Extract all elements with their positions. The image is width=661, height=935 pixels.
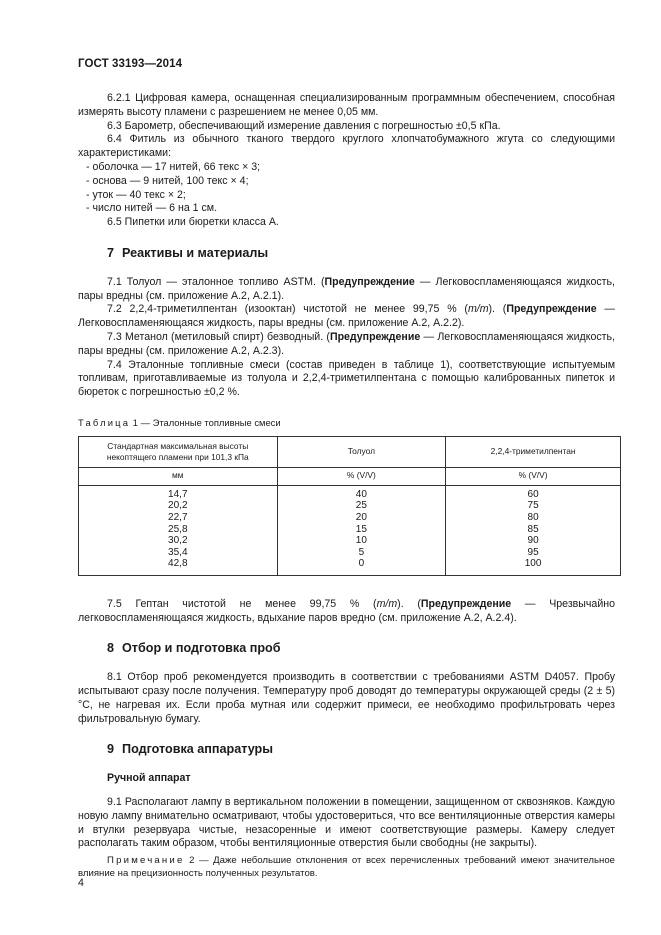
paragraph-8-1: 8.1 Отбор проб рекомендуется производить в соответствии с требованиями ASTM D4057. Пробу испытывают сразу после получения. Температуру проб доводят до температуры окружающей среды (2 ± 5) °С, не нагревая их. Если проба мутная или содержит примеси, ее необходимо профильтровать через фильтровальную бумагу. — [78, 671, 615, 725]
subsection-title: Ручной аппарат — [107, 772, 191, 785]
paragraph-6-5: 6.5 Пипетки или бюретки класса А. — [107, 216, 279, 229]
paragraph-7-4: 7.4 Эталонные топливные смеси (состав приведен в таблице 1), соответствующие испытуемым топливам, приготавливаемые из толуола и 2,2,4-триметилпентана с помощью калиброванных пипеток и бюреток с погрешностью ±0,2 %. — [78, 358, 615, 399]
paragraph-6-3: 6.3 Барометр, обеспечивающий измерение давления с погрешностью ±0,5 кПа. — [107, 119, 501, 132]
paragraph-6-2-1: 6.2.1 Цифровая камера, оснащенная специализированным программным обеспечением, способная измерять высоту пламени с разрешением не менее 0,05 мм. — [78, 92, 615, 118]
paragraph-7-3: 7.3 Метанол (метиловый спирт) безводный. (Предупреждение — Легковоспламеняющаяся жидкость, пары вредны (см. приложение А.2, А.2.3). — [78, 330, 615, 357]
list-item: - число нитей — 6 на 1 см. — [86, 202, 218, 215]
column-toluene: 40 25 20 15 10 5 0 — [277, 485, 446, 575]
table-header-toluene: Толуол — [277, 436, 446, 467]
paragraph-9-1: 9.1 Располагают лампу в вертикальном положении в помещении, защищенном от сквозняков. Каждую новую лампу внимательно осматривают, чтобы удостовериться, что все вентиляционные отверстия камеры и втулки резервуара чистые, незасоренные и имеют соответствующие размеры. Камеру следует располагать таким образом, чтобы вентиляционные отверстия были свободны (не закрыты). — [78, 796, 615, 850]
table-header-isooctane: 2,2,4-триметилпентан — [446, 436, 621, 467]
section-title: Реактивы и материалы — [122, 245, 269, 260]
table-row — [79, 485, 621, 575]
section-number: 9 — [107, 742, 115, 757]
list-item: - основа — 9 нитей, 100 текс × 4; — [86, 174, 249, 187]
table-unit: % (V/V) — [446, 467, 621, 485]
table-header-flame-height: Стандартная максимальная высоты некоптящего пламени при 101,3 кПа — [79, 436, 278, 467]
section-9-heading — [107, 743, 615, 757]
section-title: Подготовка аппаратуры — [122, 742, 273, 757]
warning-label: Предупреждение — [329, 330, 421, 343]
table-unit: мм — [79, 467, 278, 485]
list-item: - уток — 40 текс × 2; — [86, 188, 186, 201]
section-number: 8 — [107, 641, 115, 656]
page-body — [78, 92, 615, 880]
section-7-heading — [107, 247, 615, 261]
column-flame-height: 14,7 20,2 22,7 25,8 30,2 35,4 42,8 — [79, 485, 278, 575]
warning-label: Предупреждение — [420, 597, 512, 610]
paragraph-7-1: 7.1 Толуол — эталонное топливо ASTM. (Предупреждение — Легковоспламеняющаяся жидкость, пары вредны (см. приложение А.2, А.2.1). — [78, 275, 615, 302]
list-item: - оболочка — 17 нитей, 66 текс × 3; — [86, 160, 261, 173]
warning-label: Предупреждение — [324, 275, 415, 288]
table-reference-fuel-blends — [78, 436, 621, 576]
table-caption: Таблица 1 — Эталонные топливные смеси — [78, 416, 281, 428]
section-title: Отбор и подготовка проб — [122, 641, 281, 656]
paragraph-6-4: 6.4 Фитиль из обычного тканого твердого круглого хлопчатобумажного жгута со следующими характеристиками: — [78, 133, 615, 160]
paragraph-7-5: 7.5 Гептан чистотой не менее 99,75 % (m/m). (Предупреждение — Чрезвычайно легковоспламеняющаяся жидкость, вдыхание паров вредно (см. приложение А.2, А.2.4). — [78, 597, 615, 624]
warning-label: Предупреждение — [506, 303, 597, 316]
column-isooctane: 60 75 80 85 90 95 100 — [446, 485, 621, 575]
document-header: ГОСТ 33193—2014 — [78, 58, 183, 70]
section-8-heading — [107, 642, 615, 656]
paragraph-7-2: 7.2 2,2,4-триметилпентан (изооктан) чистотой не менее 99,75 % (m/m). (Предупреждение — Легковоспламеняющаяся жидкость, пары вредны (см. приложение А.2, А.2.2). — [78, 303, 615, 330]
section-number: 7 — [107, 245, 115, 260]
table-unit: % (V/V) — [277, 467, 446, 485]
page-number: 4 — [78, 877, 84, 889]
note: Примечание 2 — Даже небольшие отклонения от всех перечисленных требований имеют значительное влияние на прецизионность полученных результатов. — [78, 855, 615, 879]
